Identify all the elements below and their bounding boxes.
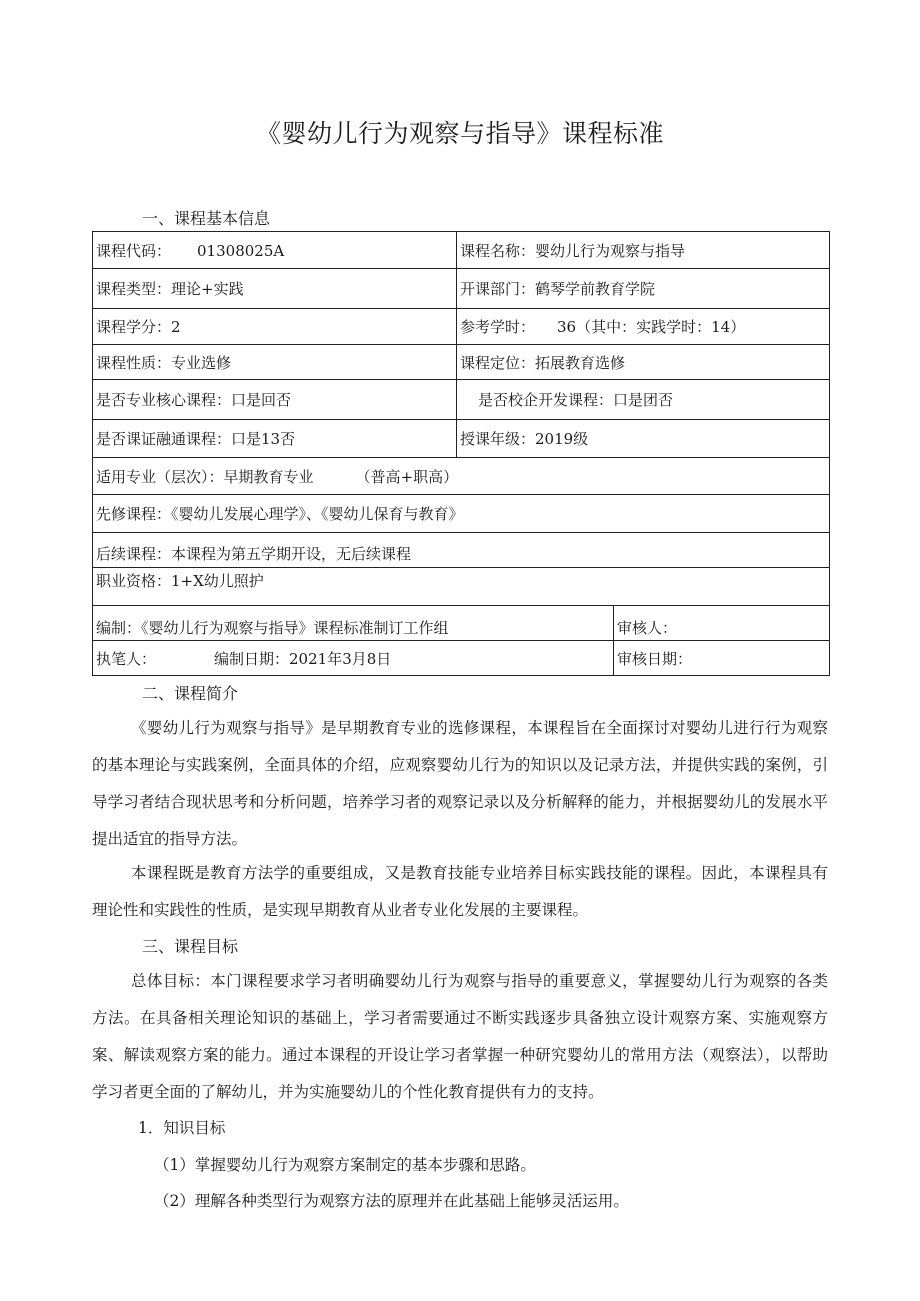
compiler-cell: 编制：《婴幼儿行为观察与指导》课程标准制订工作组 bbox=[93, 606, 614, 641]
review-date-cell: 审核日期： bbox=[614, 641, 830, 676]
course-dept-cell: 开课部门：鹤琴学前教育学院 bbox=[457, 269, 830, 309]
grade-cell: 授课年级：2019级 bbox=[457, 420, 830, 458]
prereq-cell: 先修课程：《婴幼儿发展心理学》、《婴幼儿保育与教育》 bbox=[93, 495, 830, 533]
goals-paragraph: 总体目标：本门课程要求学习者明确婴幼儿行为观察与指导的重要意义，掌握婴幼儿行为观察的各类方法。在具备相关理论知识的基础上，学习者需要通过不断实践逐步具备独立设计观察方案、实施观察方案、解读观察方案的能力。通过本课程的开设让学习者掌握一种研究婴幼儿的常用方法（观察法），以帮助学习者更全面的了解幼儿，并为实施婴幼儿的个性化教育提供有力的支持。 bbox=[92, 972, 828, 1101]
section-heading-basic-info: 一、课程基本信息 bbox=[142, 209, 271, 228]
course-name-cell: 课程名称：婴幼儿行为观察与指导 bbox=[457, 232, 830, 269]
reviewer-cell: 审核人： bbox=[614, 606, 830, 641]
table-row bbox=[93, 641, 830, 676]
course-nature-cell: 课程性质：专业选修 bbox=[93, 345, 457, 380]
enterprise-course-cell: 是否校企开发课程：口是团否 bbox=[457, 380, 830, 420]
table-row bbox=[93, 458, 830, 495]
cert-course-cell: 是否课证融通课程：口是13否 bbox=[93, 420, 457, 458]
table-row bbox=[93, 345, 830, 380]
table-row bbox=[93, 420, 830, 458]
list-item: （2）理解各种类型行为观察方法的原理并在此基础上能够灵活运用。 bbox=[154, 1192, 629, 1210]
section-heading-goals: 三、课程目标 bbox=[142, 937, 239, 956]
table-row bbox=[93, 606, 830, 641]
table-row bbox=[93, 309, 830, 345]
compile-date: 编制日期：2021年3月8日 bbox=[214, 649, 392, 668]
intro-paragraph-2: 本课程既是教育方法学的重要组成，又是教育技能专业培养目标实践技能的课程。因此，本课程具有理论性和实践性的性质，是实现早期教育从业者专业化发展的主要课程。 bbox=[92, 864, 828, 919]
table-row bbox=[93, 495, 830, 533]
course-hours-label: 参考学时： bbox=[460, 318, 536, 336]
course-hours-cell bbox=[457, 309, 830, 345]
course-code-cell bbox=[93, 232, 457, 269]
writer-label: 执笔人： bbox=[96, 649, 157, 668]
course-hours-value: 36（其中：实践学时：14） bbox=[557, 318, 746, 336]
writer-cell bbox=[93, 641, 614, 676]
qualification-cell: 职业资格：1+X幼儿照护 bbox=[93, 568, 830, 606]
knowledge-goals-heading: 1．知识目标 bbox=[138, 1119, 226, 1137]
table-row bbox=[93, 533, 830, 568]
course-position-cell: 课程定位：拓展教育选修 bbox=[457, 345, 830, 380]
core-course-cell: 是否专业核心课程：口是回否 bbox=[93, 380, 457, 420]
course-code-value: 01308025A bbox=[197, 241, 285, 260]
table-row bbox=[93, 232, 830, 269]
course-type-cell: 课程类型：理论+实践 bbox=[93, 269, 457, 309]
follow-up-cell: 后续课程：本课程为第五学期开设，无后续课程 bbox=[93, 533, 830, 568]
section-heading-intro: 二、课程简介 bbox=[142, 684, 239, 703]
major-label: 适用专业（层次）：早期教育专业 bbox=[96, 467, 314, 486]
intro-paragraph-1: 《婴幼儿行为观察与指导》是早期教育专业的选修课程，本课程旨在全面探讨对婴幼儿进行行为观察的基本理论与实践案例，全面具体的介绍，应观察婴幼儿行为的知识以及记录方法，并提供实践的案例，引导学习者结合现状思考和分析问题，培养学习者的观察记录以及分析解释的能力，并根据婴幼儿的发展水平提出适宜的指导方法。 bbox=[92, 719, 828, 848]
table-row bbox=[93, 269, 830, 309]
list-item: （1）掌握婴幼儿行为观察方案制定的基本步骤和思路。 bbox=[154, 1156, 536, 1174]
major-level: （普高+职高） bbox=[355, 467, 459, 486]
course-credits-cell: 课程学分：2 bbox=[93, 309, 457, 345]
course-info-table bbox=[92, 231, 830, 676]
course-code-label: 课程代码： bbox=[96, 241, 172, 260]
table-row bbox=[93, 380, 830, 420]
major-cell bbox=[93, 458, 830, 495]
table-row bbox=[93, 568, 830, 606]
document-title: 《婴幼儿行为观察与指导》课程标准 bbox=[255, 119, 664, 148]
